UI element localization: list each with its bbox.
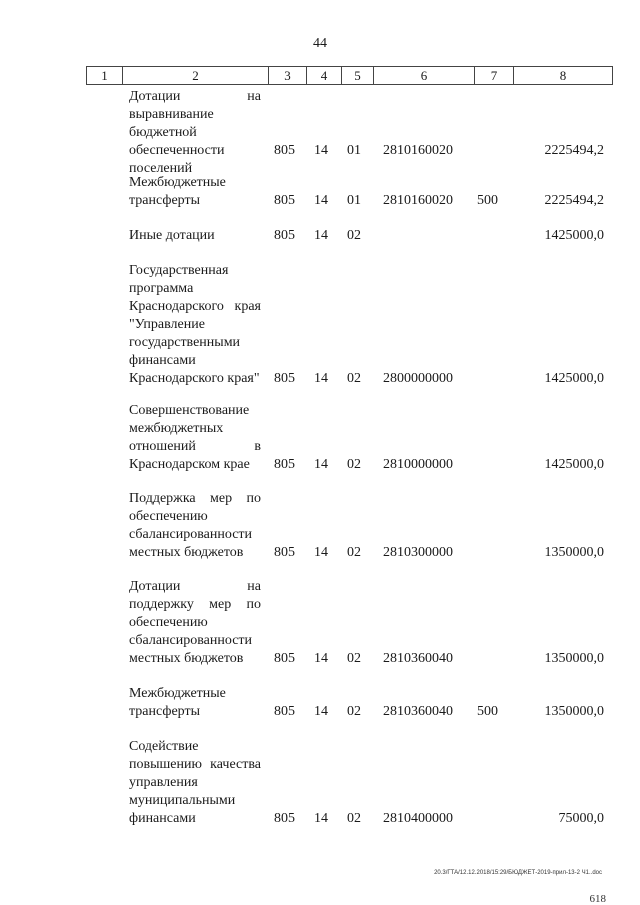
- header-col-6: 6: [374, 67, 475, 84]
- row-col-6: 2810360040: [383, 704, 453, 719]
- row-col-8: 1350000,0: [544, 704, 604, 719]
- header-col-7: 7: [475, 67, 514, 84]
- row-col-8: 1425000,0: [544, 457, 604, 472]
- row-col-5: 02: [347, 811, 361, 826]
- row-col-6: 2810400000: [383, 811, 453, 826]
- row-name: Дотации на поддержку мер по обеспечению сбалансированности местных бюджетов: [129, 579, 261, 666]
- row-col-3: 805: [274, 228, 295, 243]
- row-col-8: 1425000,0: [544, 371, 604, 386]
- row-name: Иные дотации: [129, 228, 215, 243]
- row-col-5: 01: [347, 143, 361, 158]
- footer-file-note: 20.3/ГТА/12.12.2018/15:29/БЮДЖЕТ-2019-прил-13-2 Ч1..doc: [434, 870, 602, 876]
- row-name: Совершенствование межбюджетных отношений в Краснодарском крае: [129, 403, 261, 472]
- row-col-8: 1425000,0: [544, 228, 604, 243]
- row-name: Дотации на выравнивание бюджетной обеспеченности поселений: [129, 89, 261, 176]
- row-col-5: 02: [347, 545, 361, 560]
- row-col-5: 02: [347, 371, 361, 386]
- row-col-5: 02: [347, 228, 361, 243]
- row-col-6: 2810360040: [383, 651, 453, 666]
- header-col-8: 8: [559, 68, 567, 83]
- header-col-4: 4: [307, 67, 342, 84]
- row-col-4: 14: [314, 457, 328, 472]
- page-number: 44: [313, 36, 327, 51]
- corner-page-number: 618: [589, 893, 606, 905]
- row-col-8: 1350000,0: [544, 651, 604, 666]
- header-col-5: 5: [342, 67, 374, 84]
- row-name: Межбюджетные трансферты: [129, 175, 226, 208]
- row-col-4: 14: [314, 811, 328, 826]
- header-col-1: 1: [87, 67, 123, 84]
- row-col-5: 02: [347, 651, 361, 666]
- row-col-4: 14: [314, 371, 328, 386]
- row-col-7: 500: [477, 704, 498, 719]
- row-col-8: 2225494,2: [544, 143, 604, 158]
- row-col-3: 805: [274, 143, 295, 158]
- row-name: Государственная программа Краснодарского края "Управление государственными финансами Краснодарского края": [129, 263, 261, 386]
- row-col-4: 14: [314, 704, 328, 719]
- row-col-3: 805: [274, 651, 295, 666]
- row-col-6: 2810160020: [383, 193, 453, 208]
- row-col-4: 14: [314, 143, 328, 158]
- row-col-3: 805: [274, 704, 295, 719]
- row-col-3: 805: [274, 545, 295, 560]
- row-col-6: 2810300000: [383, 545, 453, 560]
- row-col-3: 805: [274, 457, 295, 472]
- row-col-6: 2800000000: [383, 371, 453, 386]
- row-col-6: 2810000000: [383, 457, 453, 472]
- row-col-3: 805: [274, 371, 295, 386]
- row-name: Поддержка мер по обеспечению сбалансированности местных бюджетов: [129, 491, 261, 560]
- header-col-3: 3: [269, 67, 307, 84]
- row-col-4: 14: [314, 545, 328, 560]
- row-col-5: 01: [347, 193, 361, 208]
- row-col-3: 805: [274, 811, 295, 826]
- row-col-8: 75000,0: [558, 811, 604, 826]
- row-col-6: 2810160020: [383, 143, 453, 158]
- header-col-2: 2: [123, 67, 269, 84]
- row-col-3: 805: [274, 193, 295, 208]
- row-col-8: 1350000,0: [544, 545, 604, 560]
- row-col-4: 14: [314, 651, 328, 666]
- row-col-4: 14: [314, 193, 328, 208]
- row-col-5: 02: [347, 457, 361, 472]
- row-name: Межбюджетные трансферты: [129, 686, 226, 719]
- row-col-4: 14: [314, 228, 328, 243]
- row-col-8: 2225494,2: [544, 193, 604, 208]
- row-col-5: 02: [347, 704, 361, 719]
- row-name: Содействие повышению качества управления муниципальными финансами: [129, 739, 261, 826]
- row-col-7: 500: [477, 193, 498, 208]
